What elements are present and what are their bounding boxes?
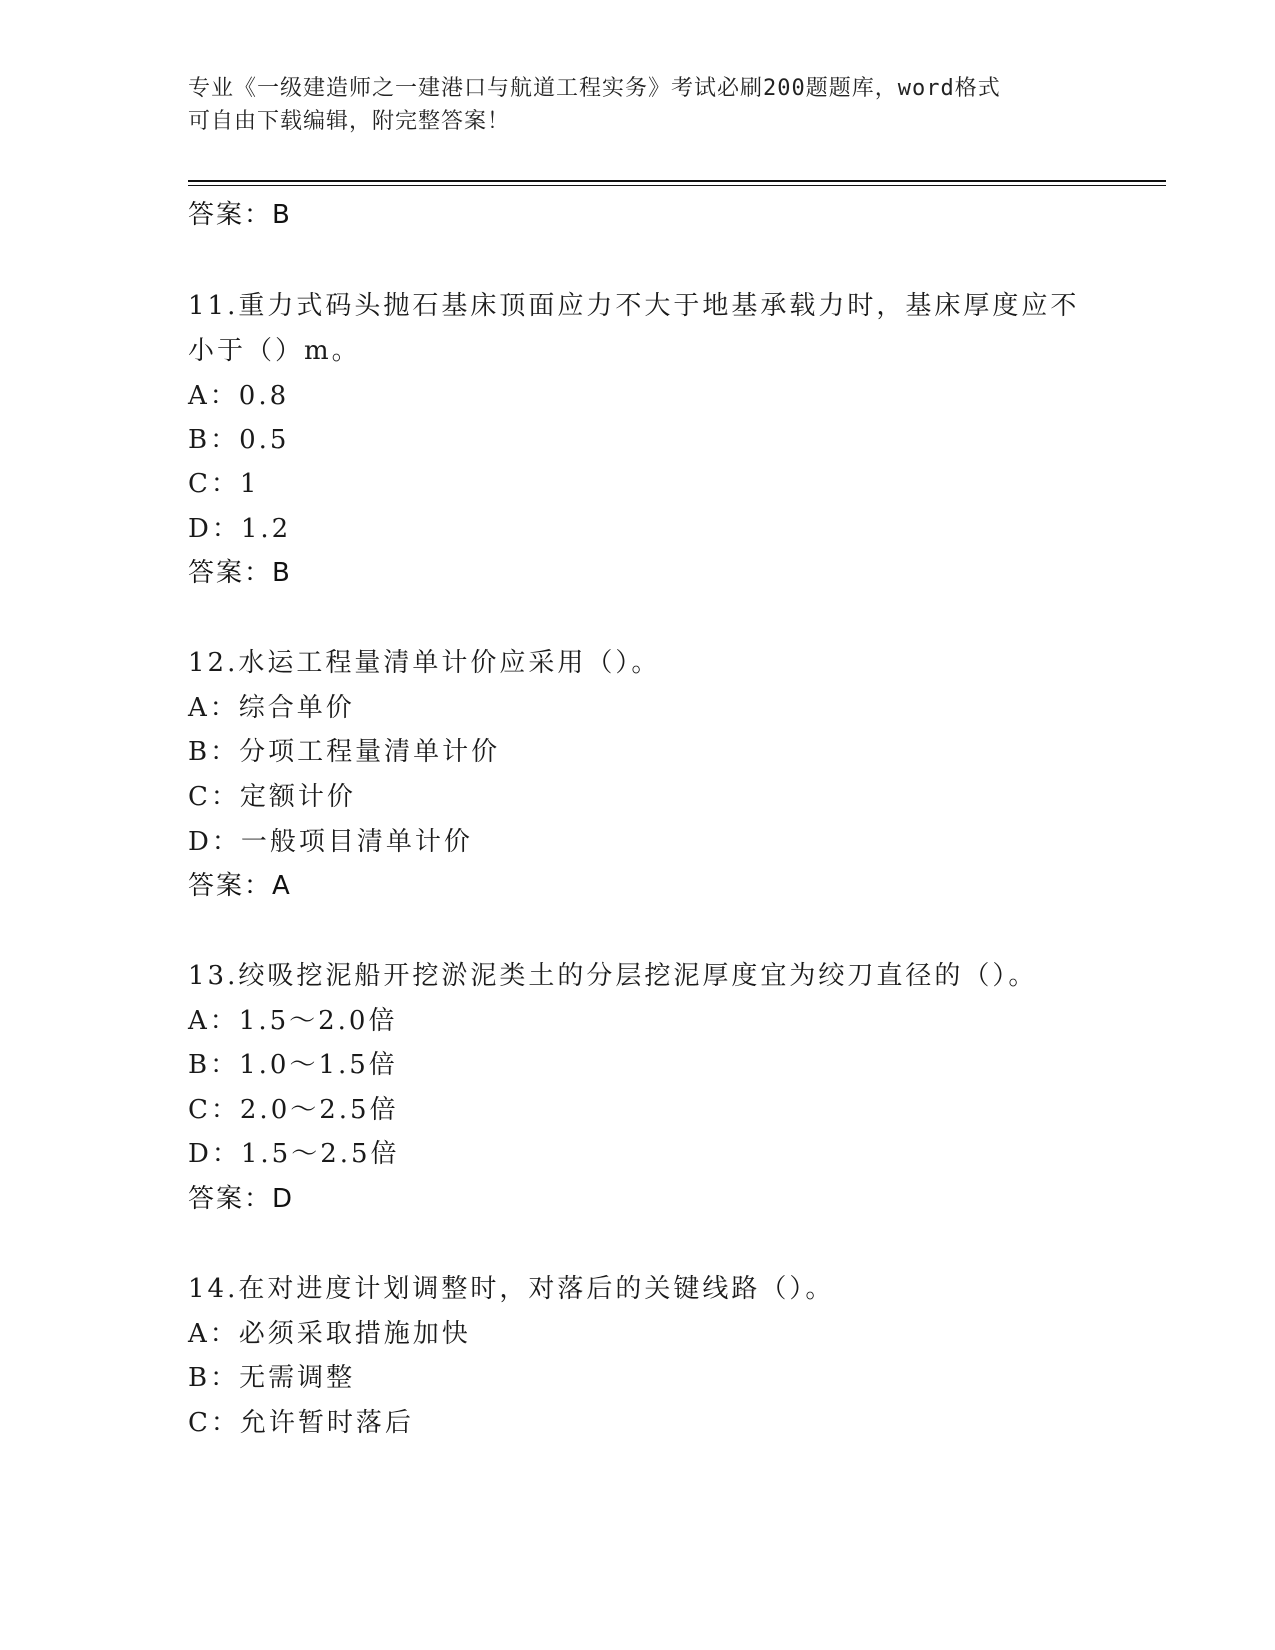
question-11-answer: 答案：B bbox=[188, 558, 292, 588]
question-12-stem: 12.水运工程量清单计价应采用（）。 bbox=[188, 648, 661, 678]
question-11-stem-line-1: 11.重力式码头抛石基床顶面应力不大于地基承载力时，基床厚度应不 bbox=[188, 291, 1080, 321]
document-header bbox=[188, 72, 1088, 138]
question-12-option-a: A：综合单价 bbox=[188, 693, 355, 723]
question-11-option-a: A：0.8 bbox=[188, 381, 290, 411]
question-12-option-b: B：分项工程量清单计价 bbox=[188, 737, 501, 767]
question-13-option-c: C：2.0～2.5倍 bbox=[188, 1095, 399, 1125]
question-12-option-d: D：一般项目清单计价 bbox=[188, 827, 473, 857]
question-13-option-a: A：1.5～2.0倍 bbox=[188, 1006, 398, 1036]
question-13-stem: 13.绞吸挖泥船开挖淤泥类土的分层挖泥厚度宜为绞刀直径的（）。 bbox=[188, 961, 1038, 991]
header-divider-thin bbox=[188, 185, 1166, 186]
question-11-option-d: D：1.2 bbox=[188, 514, 292, 544]
header-divider-thick bbox=[188, 180, 1166, 182]
question-11-stem-line-2: 小于（）m。 bbox=[188, 336, 361, 366]
question-14-option-a: A：必须采取措施加快 bbox=[188, 1319, 471, 1349]
question-12-option-c: C：定额计价 bbox=[188, 782, 356, 812]
header-line-2: 可自由下载编辑，附完整答案！ bbox=[188, 109, 511, 134]
question-11-option-b: B：0.5 bbox=[188, 425, 290, 455]
question-11-option-c: C：1 bbox=[188, 469, 260, 499]
question-13-answer: 答案：D bbox=[188, 1184, 295, 1214]
question-14-stem: 14.在对进度计划调整时，对落后的关键线路（）。 bbox=[188, 1274, 835, 1304]
question-12-answer: 答案：A bbox=[188, 871, 292, 901]
question-13-option-b: B：1.0～1.5倍 bbox=[188, 1050, 398, 1080]
answer-previous: 答案：B bbox=[188, 200, 292, 230]
question-14-option-c: C：允许暂时落后 bbox=[188, 1408, 414, 1438]
question-14-option-b: B：无需调整 bbox=[188, 1363, 356, 1393]
question-13-option-d: D：1.5～2.5倍 bbox=[188, 1139, 400, 1169]
header-line-1: 专业《一级建造师之一建港口与航道工程实务》考试必刷200题题库，word格式 bbox=[188, 76, 1001, 101]
